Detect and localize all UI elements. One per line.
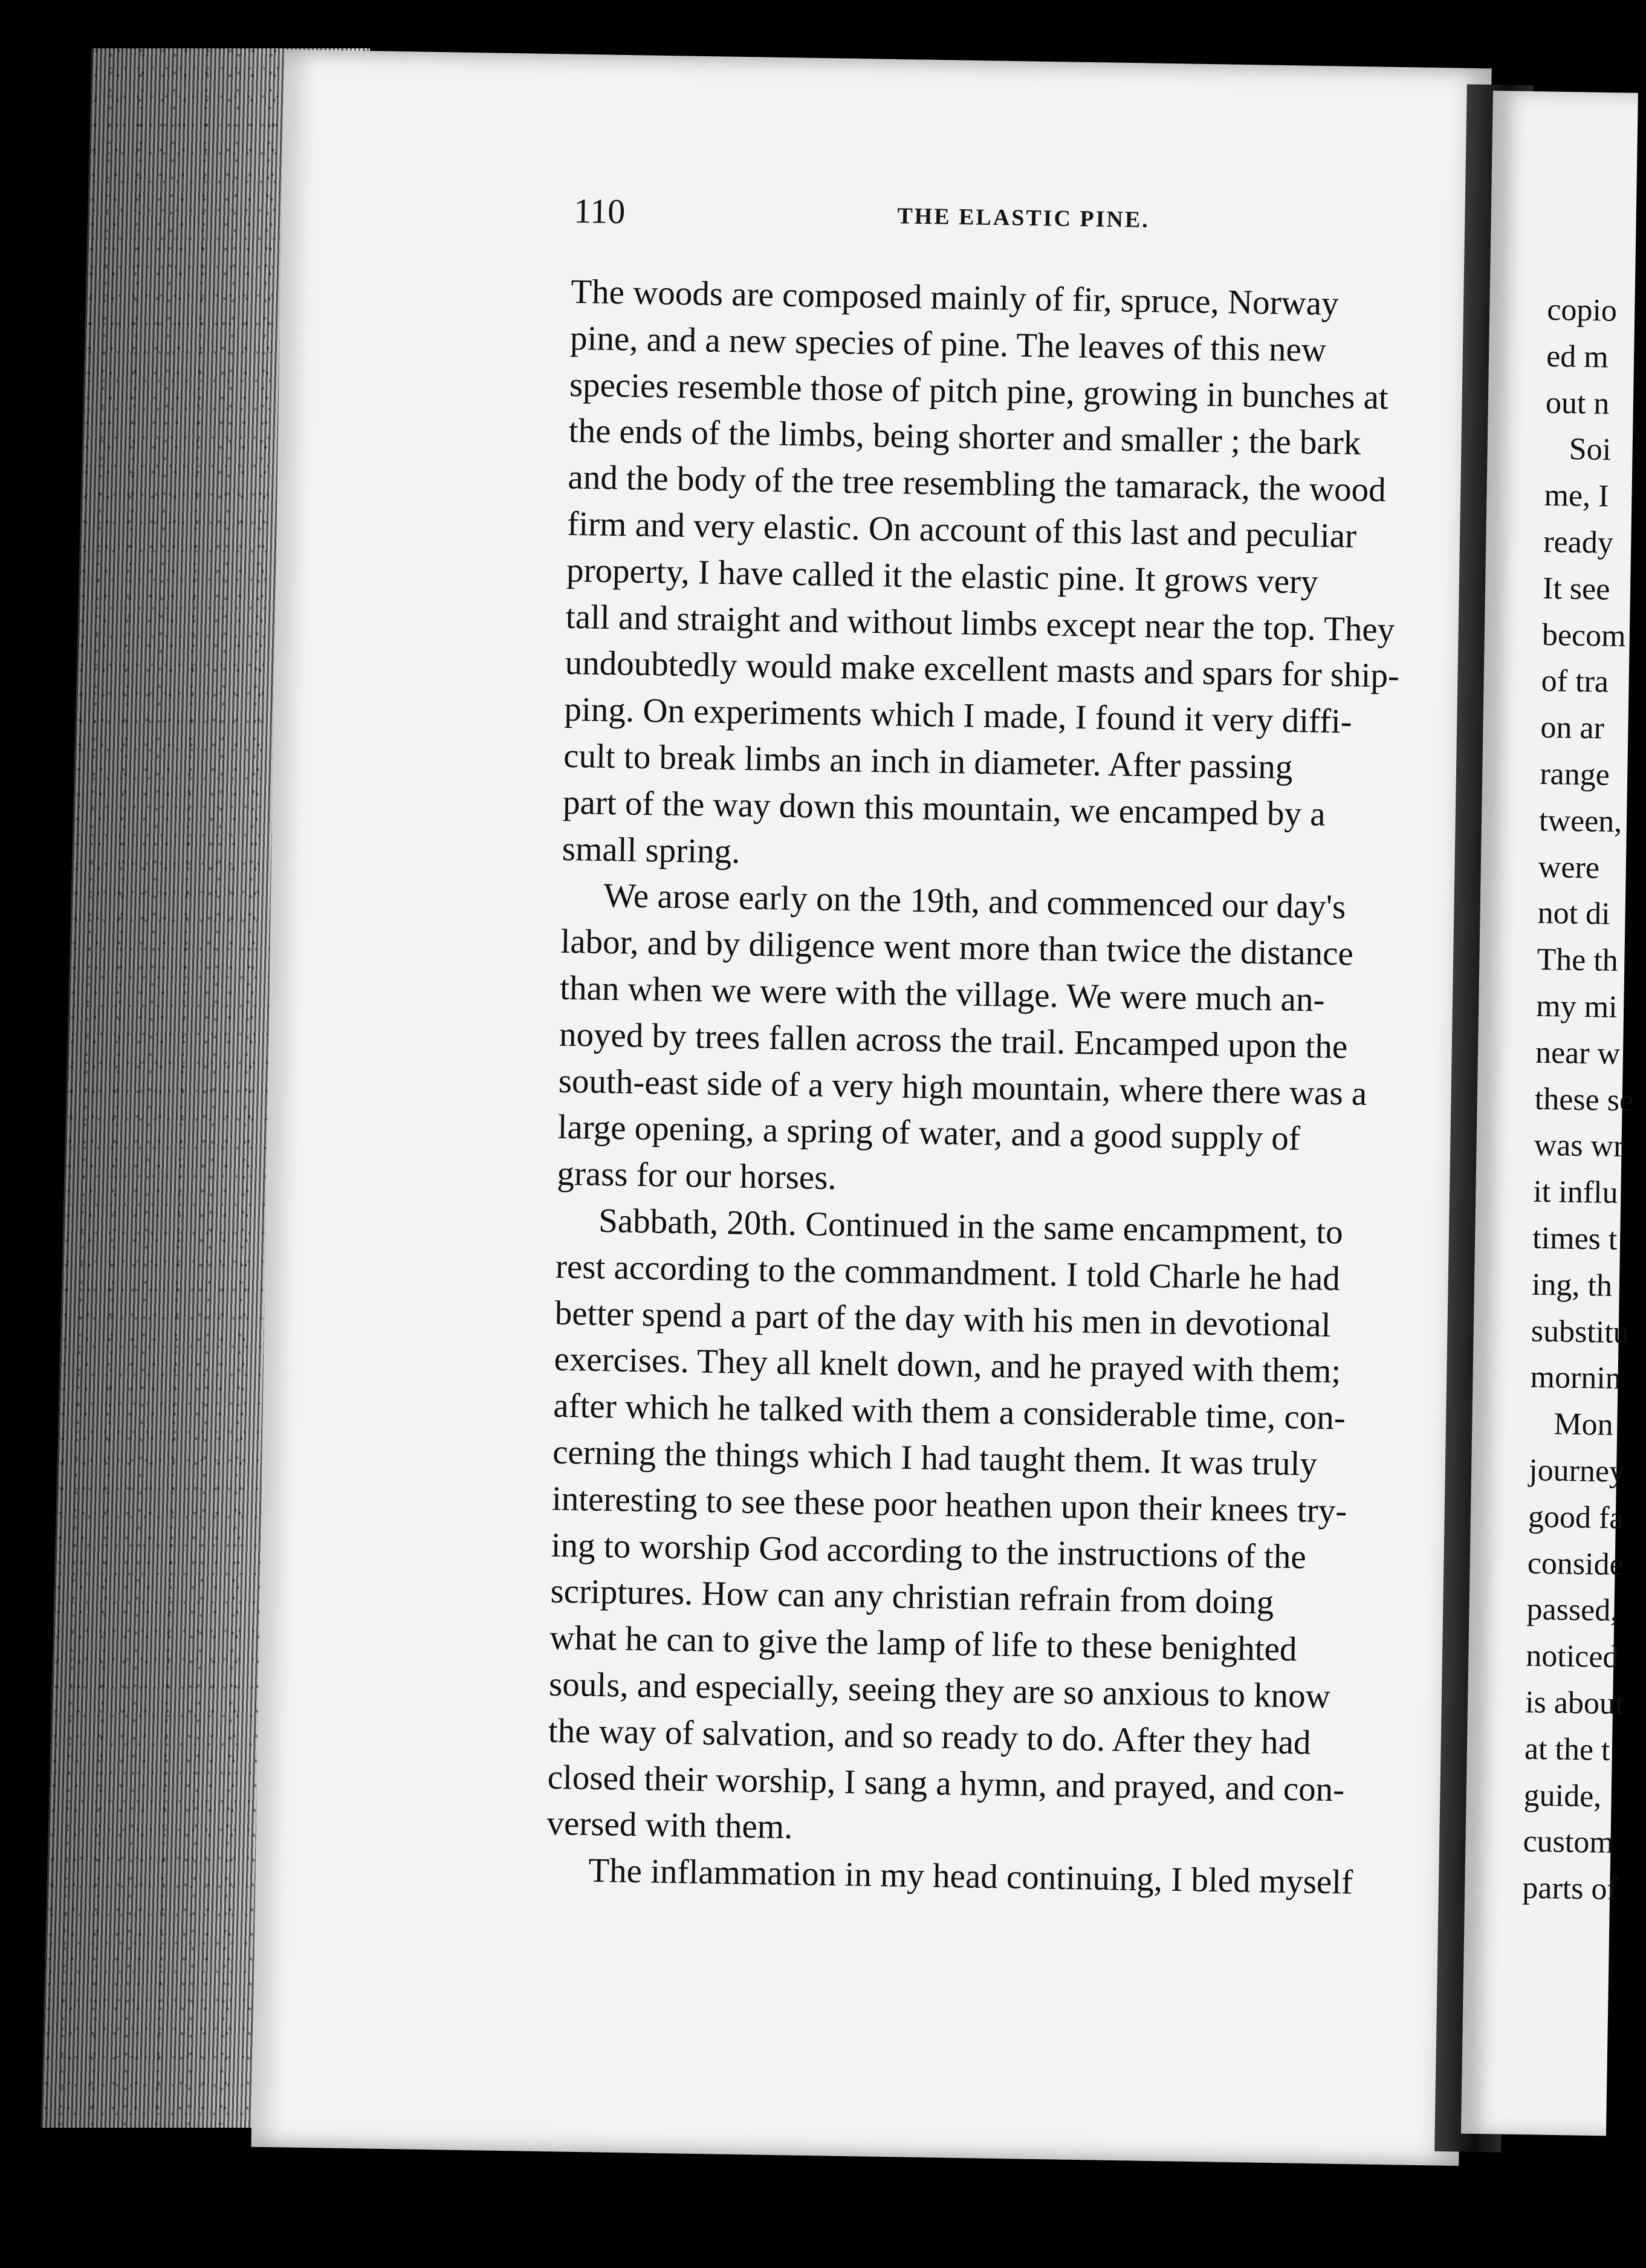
text-line: rest according to the commandment. I told Charle he had — [555, 1247, 1341, 1298]
text-line: and the body of the tree resembling the tamarack, the wood — [568, 458, 1387, 510]
text-line: large opening, a spring of water, and a good supply of — [557, 1108, 1301, 1158]
text-line: Sabbath, 20th. Continued in the same encampment, to — [598, 1201, 1344, 1252]
text-line: The woods are composed mainly of fir, spruce, Norway — [570, 272, 1340, 323]
text-line: south-east side of a very high mountain, where there was a — [558, 1061, 1367, 1113]
right-text-line: it influ — [1533, 1174, 1619, 1211]
text-line: souls, and especially, seeing they are so anxious to know — [548, 1665, 1331, 1716]
right-text-line: out n — [1545, 385, 1610, 421]
right-text-line: It see — [1542, 571, 1610, 607]
text-line: pine, and a new species of pine. The leaves of this new — [569, 319, 1327, 369]
text-line: the ends of the limbs, being shorter and smaller ; the bark — [568, 412, 1361, 462]
right-text-line: on ar — [1540, 710, 1605, 746]
right-text-line: times t — [1532, 1220, 1618, 1257]
text-line: what he can to give the lamp of life to these benighted — [549, 1618, 1297, 1669]
right-text-line: good fa — [1528, 1499, 1624, 1535]
right-text-line: was wr — [1534, 1128, 1624, 1164]
text-line: species resemble those of pitch pine, growing in bunches at — [569, 365, 1389, 416]
text-line: ing to worship God according to the instructions of the — [551, 1526, 1307, 1576]
text-line: interesting to see these poor heathen upon their knees try- — [551, 1479, 1347, 1531]
text-line: tall and straight and without limbs except near the top. They — [565, 597, 1395, 649]
text-line: firm and very elastic. On account of this last and peculiar — [566, 504, 1357, 556]
right-text-line: not di — [1537, 896, 1611, 932]
text-line: versed with them. — [546, 1804, 793, 1847]
right-text-line: ready — [1543, 524, 1614, 560]
text-line: The inflammation in my head continuing, I bled myself — [588, 1851, 1353, 1902]
right-text-line: parts of — [1521, 1870, 1618, 1907]
text-line: property, I have called it the elastic pine. It grows very — [566, 551, 1319, 601]
right-text-line: becom — [1541, 617, 1627, 653]
right-text-line: these se — [1534, 1081, 1634, 1118]
right-text-line: noticed — [1525, 1638, 1619, 1675]
right-text-line: journey — [1528, 1453, 1625, 1489]
right-text-line: Soi — [1569, 432, 1612, 468]
text-line: after which he talked with them a considerable time, con- — [552, 1386, 1346, 1437]
text-line: scriptures. How can any christian refrain from doing — [550, 1572, 1274, 1622]
text-line: cult to break limbs an inch in diameter. After passing — [563, 736, 1293, 786]
right-text-line: Mon — [1554, 1407, 1614, 1443]
right-text-line: me, I — [1544, 478, 1609, 514]
right-text-line: is about — [1524, 1685, 1624, 1722]
right-text-line: of tra — [1541, 664, 1609, 700]
right-text-line: ing, th — [1531, 1267, 1613, 1303]
right-text-line: custom — [1523, 1824, 1615, 1861]
right-text-line: tween, — [1538, 803, 1622, 839]
text-line: labor, and by diligence went more than twice the distance — [560, 922, 1354, 973]
right-text-line: conside — [1527, 1546, 1624, 1582]
text-line: than when we were with the village. We were much an- — [559, 968, 1325, 1019]
text-line: noyed by trees fallen across the trail. Encamped upon the — [559, 1015, 1348, 1066]
right-text-line: were — [1538, 849, 1600, 886]
right-text-line: mornin — [1530, 1360, 1622, 1396]
text-line: grass for our horses. — [556, 1154, 837, 1197]
right-text-line: The th — [1537, 942, 1619, 979]
text-line: undoubtedly would make excellent masts and spars for ship- — [565, 644, 1400, 695]
text-line: part of the way down this mountain, we encamped by a — [562, 783, 1326, 834]
right-text-line: copio — [1546, 292, 1618, 328]
right-text-line: guide, — [1523, 1778, 1602, 1814]
running-title: THE ELASTIC PINE. — [897, 203, 1150, 233]
right-text-line: range — [1539, 756, 1610, 792]
body-text — [546, 269, 1466, 1908]
right-text-line: my mi — [1535, 988, 1618, 1025]
text-line: cerning the things which I had taught them. It was truly — [552, 1433, 1318, 1483]
right-text-line: near w — [1535, 1035, 1621, 1071]
text-line: ping. On experiments which I made, I found it very diffi- — [564, 690, 1353, 741]
text-line: We arose early on the 19th, and commenced our day's — [603, 876, 1346, 927]
right-text-line: ed m — [1546, 339, 1609, 375]
text-line: the way of salvation, and so ready to do. After they had — [548, 1711, 1311, 1762]
text-line: exercises. They all knelt down, and he prayed with them; — [554, 1340, 1341, 1391]
right-text-line: substitu — [1531, 1314, 1630, 1350]
right-text-line: at the t — [1524, 1731, 1610, 1767]
right-text-line: passed, — [1526, 1592, 1619, 1628]
text-line: small spring. — [562, 829, 740, 871]
page-number: 110 — [573, 190, 626, 232]
text-line: better spend a part of the day with his men in devotional — [554, 1294, 1331, 1344]
text-line: closed their worship, I sang a hymn, and prayed, and con- — [547, 1758, 1345, 1809]
